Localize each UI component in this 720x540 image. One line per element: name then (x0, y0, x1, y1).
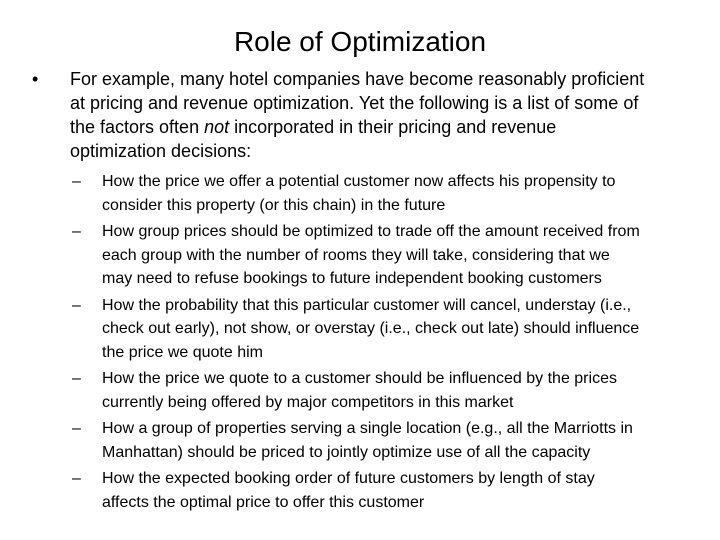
sub-bullet-line: the price we quote him (102, 343, 263, 361)
dash-marker: – (72, 370, 81, 387)
sub-bullet-line: How a group of properties serving a single location (e.g., all the Marriotts in (102, 420, 633, 437)
emphasis-text: not (204, 117, 230, 137)
main-bullet-line: optimization decisions: (70, 141, 252, 161)
sub-bullet-line: may need to refuse bookings to future independent booking customers (102, 270, 602, 287)
sub-bullet-list (72, 170, 712, 517)
sub-bullet-line: Manhattan) should be priced to jointly optimize use of all the capacity (102, 443, 591, 461)
main-bullet-line (70, 115, 712, 139)
text-segment: incorporated in their pricing and revenue (229, 117, 557, 137)
sub-bullet-item (72, 294, 712, 365)
sub-bullet-item (72, 417, 712, 464)
main-bullet-line: at pricing and revenue optimization. Yet the following is a list of some of (70, 93, 639, 113)
sub-bullet-item (72, 367, 712, 414)
sub-bullet-line: How the probability that this particular customer will cancel, understay (i.e., (102, 296, 632, 314)
dash-marker: – (72, 420, 81, 437)
sub-bullet-line: affects the optimal price to offer this customer (102, 493, 425, 511)
sub-bullet-line: consider this property (or this chain) in the future (102, 196, 446, 214)
sub-bullet-line: How group prices should be optimized to trade off the amount received from (102, 223, 640, 240)
sub-bullet-line: check out early), not show, or overstay (i.e., check out late) should influence (102, 320, 640, 337)
text-segment: the factors often (70, 117, 205, 137)
sub-bullet-line: How the expected booking order of future customers by length of stay (102, 470, 595, 487)
main-bullet-line: For example, many hotel companies have become reasonably proficient (70, 69, 645, 89)
sub-bullet-line: currently being offered by major competitors in this market (102, 393, 514, 411)
dash-marker: – (72, 173, 81, 190)
dash-marker: – (72, 223, 81, 240)
dash-marker: – (72, 470, 81, 487)
main-bullet-text (70, 67, 712, 163)
sub-bullet-item (72, 220, 712, 291)
slide-title: Role of Optimization (233, 26, 487, 57)
main-bullet (32, 67, 712, 163)
sub-bullet-item (72, 467, 712, 514)
sub-bullet-line: How the price we offer a potential customer now affects his propensity to (102, 173, 616, 190)
dash-marker: – (72, 296, 81, 314)
sub-bullet-item (72, 170, 712, 217)
bullet-marker: • (32, 69, 39, 89)
sub-bullet-line: each group with the number of rooms they will take, considering that we (102, 246, 610, 264)
sub-bullet-line: How the price we quote to a customer should be influenced by the prices (102, 370, 617, 387)
